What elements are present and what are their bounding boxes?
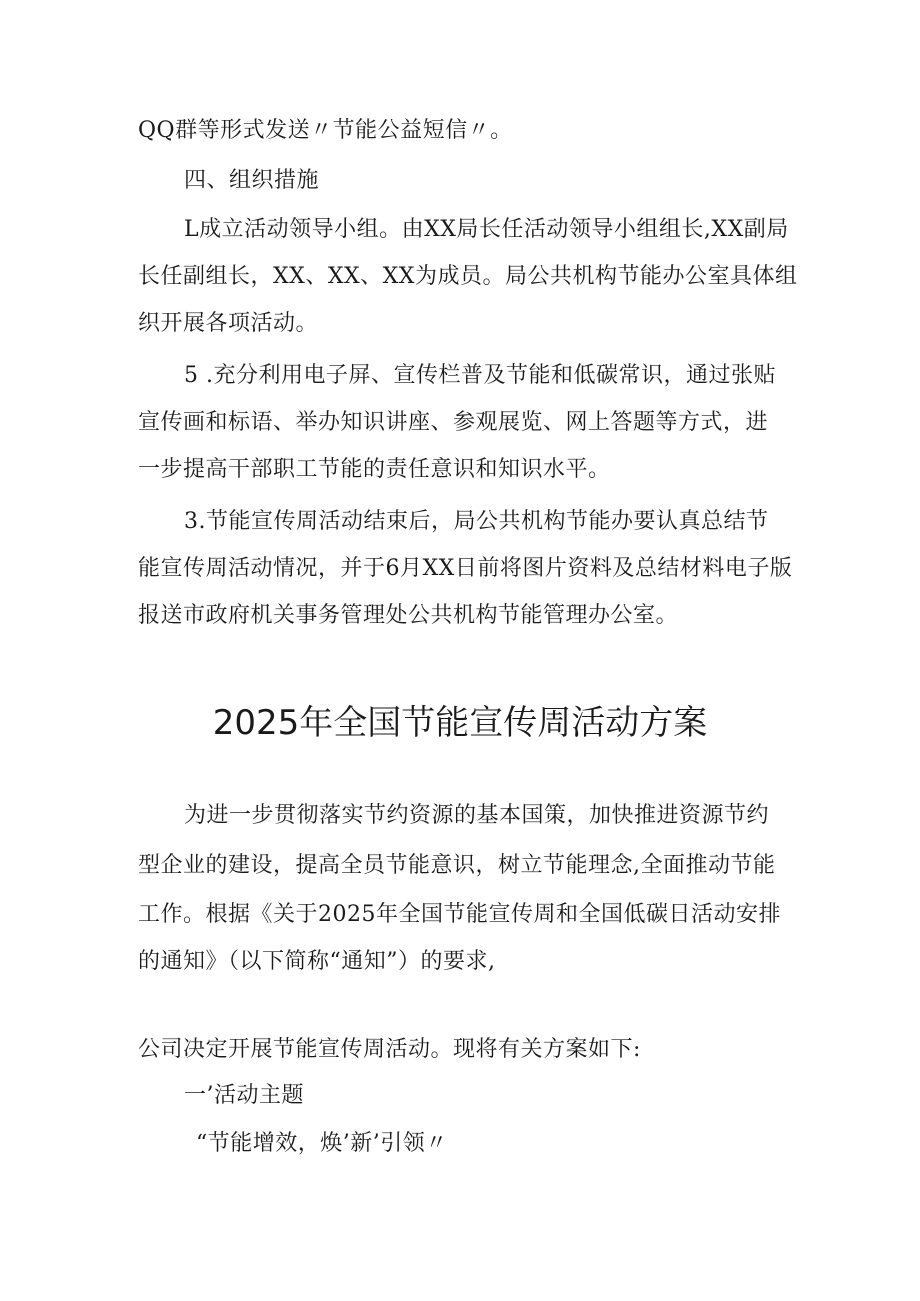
text-line: QQ群等形式发送〃节能公益短信〃。: [138, 118, 513, 143]
text-line: 型企业的建设，提高全员节能意识，树立节能理念,全面推动节能: [138, 853, 776, 878]
section-heading: 四、组织措施: [184, 168, 320, 193]
text-line: 能宣传周活动情况，并于6月XX日前将图片资料及总结材料电子版: [138, 556, 793, 581]
activity-theme: “节能增效，焕’新’引领〃: [196, 1131, 448, 1156]
text-line: 工作。根据《关于2025年全国节能宣传周和全国低碳日活动安排: [138, 902, 781, 927]
text-line: 公司决定开展节能宣传周活动。现将有关方案如下:: [138, 1037, 641, 1062]
text-line: 长任副组长，XX、XX、XX为成员。局公共机构节能办公室具体组: [138, 264, 798, 289]
text-line: 5 .充分利用电子屏、宣传栏普及节能和低碳常识，通过张贴: [184, 363, 776, 388]
text-line: L成立活动领导小组。由XX局长任活动领导小组组长,XX副局: [184, 217, 789, 242]
text-line: 报送市政府机关事务管理处公共机构节能管理办公室。: [138, 603, 679, 628]
section-heading: 一’活动主题: [184, 1083, 304, 1108]
text-line: 3.节能宣传周活动结束后，局公共机构节能办要认真总结节: [184, 509, 769, 534]
text-line: 的通知》（以下简称“通知”）的要求,: [138, 949, 496, 974]
text-line: 为进一步贯彻落实节约资源的基本国策，加快推进资源节约: [184, 803, 770, 828]
document-title: 2025年全国节能宣传周活动方案: [212, 703, 708, 743]
text-line: 宣传画和标语、举办知识讲座、参观展览、网上答题等方式，进: [138, 410, 769, 435]
text-line: 织开展各项活动。: [138, 311, 319, 336]
text-line: 一步提高干部职工节能的责任意识和知识水平。: [138, 457, 611, 482]
